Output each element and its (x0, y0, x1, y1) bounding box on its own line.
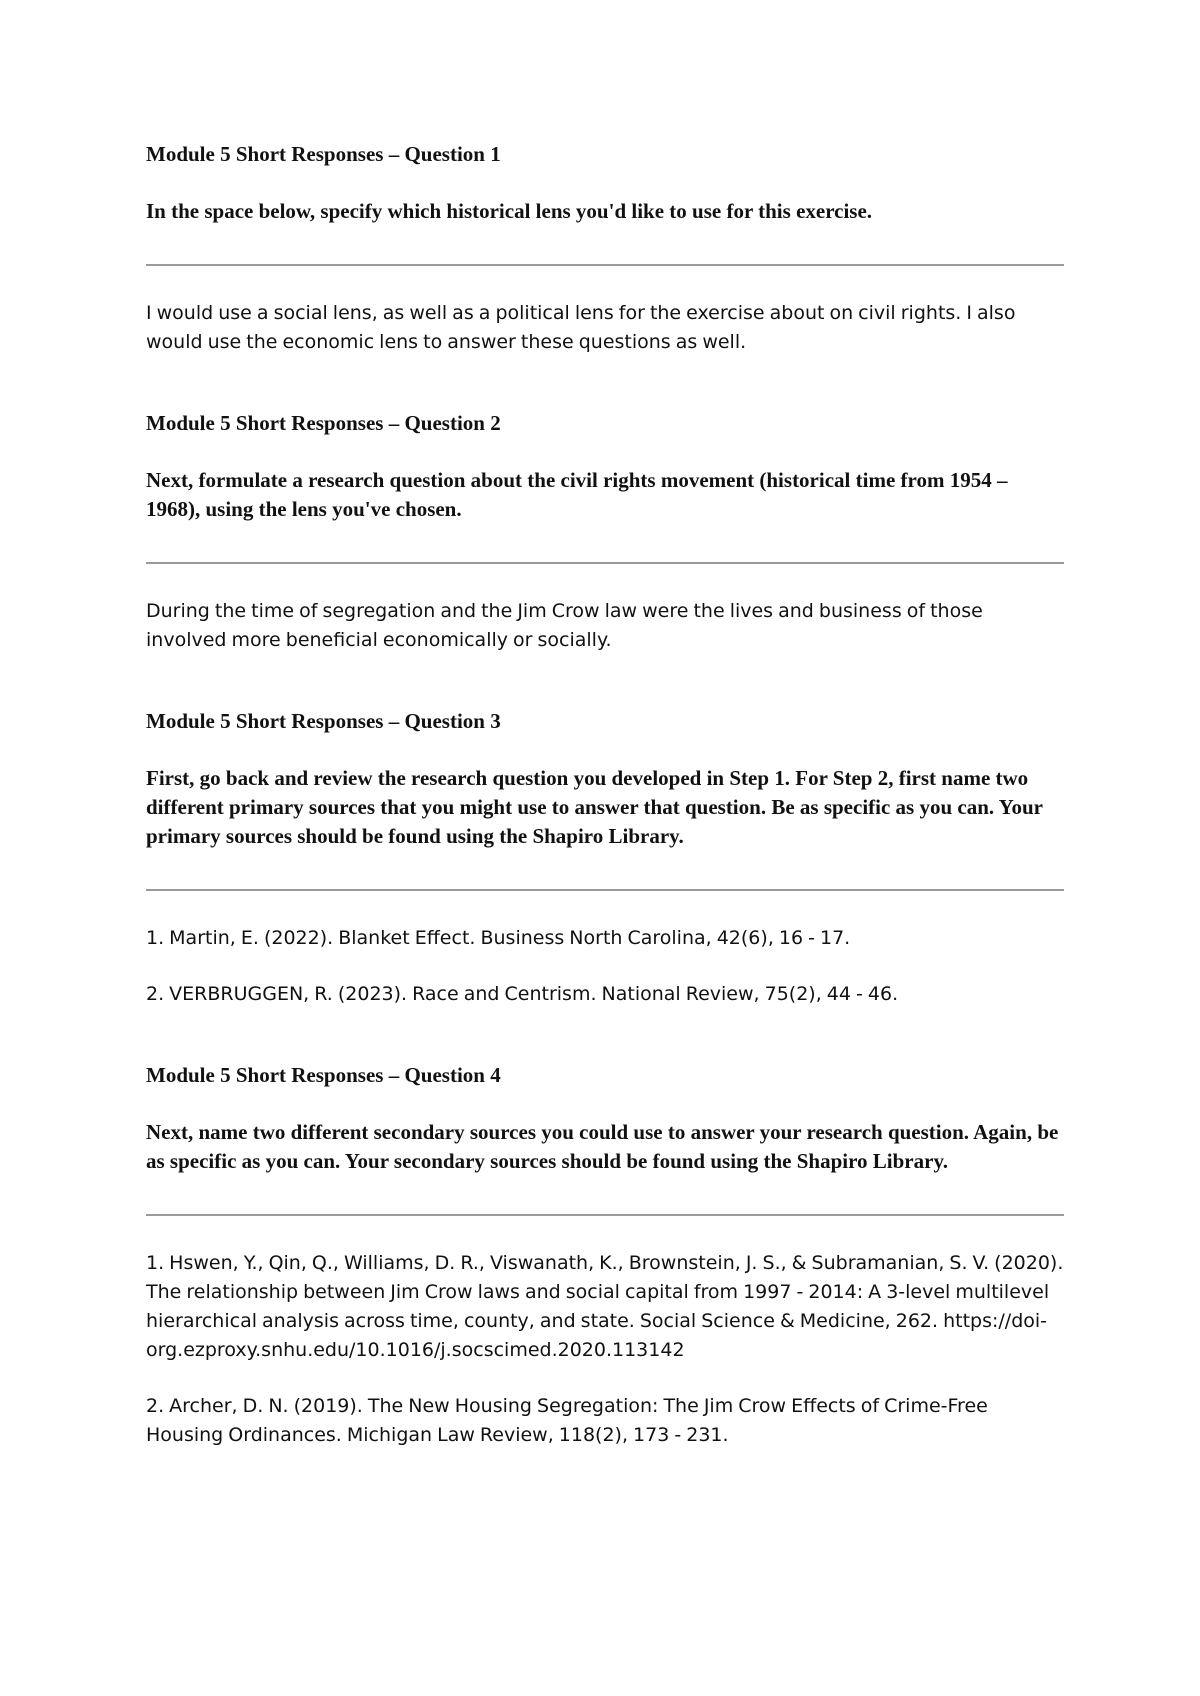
question-4-section (146, 1061, 1064, 1450)
document-body (146, 140, 1064, 1450)
question-2-answer: During the time of segregation and the Jim Crow law were the lives and business of those involved more beneficial economically or socially. (146, 600, 983, 651)
response-divider (146, 889, 1064, 891)
question-2-section (146, 409, 1064, 707)
question-4-prompt: Next, name two different secondary sources you could use to answer your research question. Again, be as specific as you can. Your secondary sources should be found using the Shapiro Library. (146, 1120, 1059, 1173)
question-1-answer: I would use a social lens, as well as a political lens for the exercise about on civil rights. I also would use the economic lens to answer these questions as well. (146, 302, 1016, 353)
question-3-title: Module 5 Short Responses – Question 3 (146, 709, 501, 733)
question-1-section (146, 140, 1064, 409)
question-2-title: Module 5 Short Responses – Question 2 (146, 411, 501, 435)
question-1-prompt: In the space below, specify which historical lens you'd like to use for this exercise. (146, 199, 873, 223)
question-3-prompt: First, go back and review the research question you developed in Step 1. For Step 2, first name two different primary sources that you might use to answer that question. Be as specific as you can. Your primary sources should be found using the Shapiro Library. (146, 766, 1043, 848)
question-2-prompt: Next, formulate a research question about the civil rights movement (historical time from 1954 – 1968), using the lens you've chosen. (146, 468, 1008, 521)
secondary-source-1: 1. Hswen, Y., Qin, Q., Williams, D. R., Viswanath, K., Brownstein, J. S., & Subramanian, S. V. (2020). The relationship between Jim Crow laws and social capital from 1997 - 2014: A 3-level multilevel hierarchical analysis across time, county, and state. Social Science & Medicine, 262. https://doi-org.ezproxy.snhu.edu/10.1016/j.socscimed.2020.113142 (146, 1252, 1064, 1361)
response-divider (146, 562, 1064, 564)
response-divider (146, 264, 1064, 266)
secondary-source-2: 2. Archer, D. N. (2019). The New Housing Segregation: The Jim Crow Effects of Crime-Free Housing Ordinances. Michigan Law Review, 118(2), 173 - 231. (146, 1395, 988, 1446)
question-4-title: Module 5 Short Responses – Question 4 (146, 1063, 501, 1087)
primary-source-1: 1. Martin, E. (2022). Blanket Effect. Business North Carolina, 42(6), 16 - 17. (146, 927, 851, 949)
primary-source-2: 2. VERBRUGGEN, R. (2023). Race and Centrism. National Review, 75(2), 44 - 46. (146, 983, 899, 1005)
question-3-section (146, 707, 1064, 1061)
question-1-title: Module 5 Short Responses – Question 1 (146, 142, 501, 166)
response-divider (146, 1214, 1064, 1216)
